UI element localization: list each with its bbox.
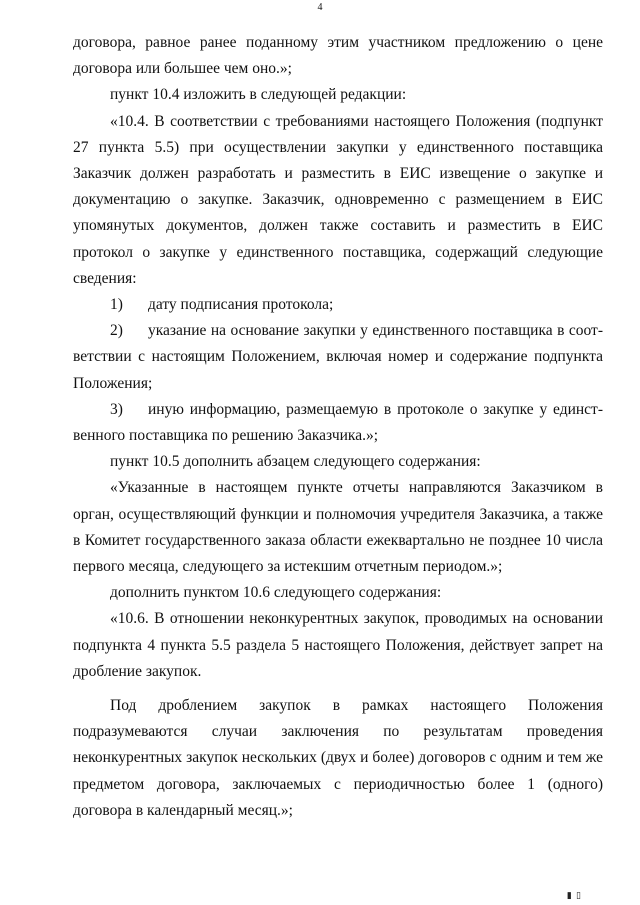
list-item-number: 1) [110, 296, 123, 314]
list-item-text: иную информацию, размещаемую в протоколе о закупке у единственного поставщика по решению Заказчика.»; [73, 400, 603, 445]
paragraph-10-4-text: «10.4. В соответствии с требованиями настоящего Положения (подпункт 27 пункта 5.5) при осуществлении закупки у единственного поставщика Заказчик должен разработать и разместить в ЕИС извещение о закупке и документацию о закупке. Заказчик, одновременно с размещением в ЕИС упомянутых документов, должен также составить и разместить в ЕИС протокол о закупке у единственного поставщика, содержащий следующие сведения: [73, 112, 603, 287]
list-item-3 [73, 397, 603, 449]
paragraph-splitting-line1: Под дроблением закупок в рамках настоящего Положения [110, 697, 603, 715]
paragraph-10-5-text: «Указанные в настоящем пункте отчеты направляются Заказчиком в орган, осуществляющий функции и полномочия учредителя Заказчика, а также в Комитет государственного заказа области ежеквартально не позднее 10 числа первого месяца, следующего за истекшим отчетным периодом.»; [73, 479, 603, 576]
paragraph-10-6-text: «10.6. В отношении неконкурентных закупок, проводимых на основании подпункта 4 пункта 5.5 раздела 5 настоящего Положения, действует запрет на дробление закупок. [73, 610, 603, 680]
paragraph-splitting-rest: подразумеваются случаи заключения по результатам проведения неконкурентных закупок нескольких (двух и более) договоров с одним и тем же предметом договора, заключаемых с периодичностью более 1 (одного) договора в календарный месяц.»; [73, 723, 603, 819]
page-number: 4 [317, 2, 323, 13]
paragraph-amend-10-4: пункт 10.4 изложить в следующей редакции: [110, 86, 407, 104]
list-item-number: 3) [110, 400, 123, 418]
paragraph-amend-10-5: пункт 10.5 дополнить абзацем следующего содержания: [110, 453, 481, 471]
list-item-text: дату подписания протокола; [148, 296, 334, 314]
list-item-1 [73, 292, 603, 318]
paragraph-amend-10-6: дополнить пунктом 10.6 следующего содержания: [110, 584, 442, 602]
document-body [73, 30, 603, 824]
paragraph-spacer [73, 685, 603, 693]
list-item-number: 2) [110, 322, 123, 340]
list-item-text: указание на основание закупки у единственного поставщика в соответствии с настоящим Положением, включая номер и содержание подпункта Положения; [73, 322, 603, 392]
footer-mark: ▮ ▯ [566, 890, 582, 900]
list-item-2 [73, 318, 603, 397]
paragraph-continuation: договора, равное ранее поданному этим участником предложению о цене договора или большее чем оно.»; [73, 34, 603, 78]
